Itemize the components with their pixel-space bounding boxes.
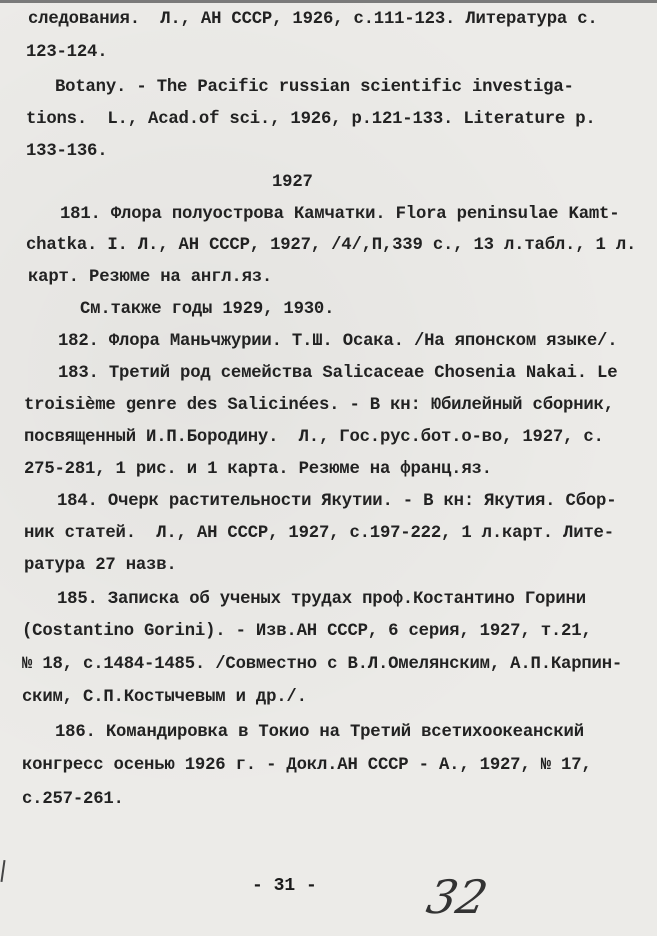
text-line: troisième genre des Salicinées. - В кн: Юбилейный сборник, [24, 396, 614, 415]
entry-182: 182. Флора Маньчжурии. Т.Ш. Осака. /На японском языке/. [58, 332, 618, 351]
page-number: - 31 - [252, 876, 317, 896]
text-line: с.257-261. [22, 790, 124, 809]
text-line: карт. Резюме на англ.яз. [28, 268, 273, 287]
entry-181: 181. Флора полуострова Камчатки. Flora peninsulae Kamt- [60, 205, 620, 224]
text-line: посвященный И.П.Бородину. Л., Гос.рус.бот.о-во, 1927, с. [24, 428, 604, 447]
text-line: ратура 27 назв. [24, 556, 177, 575]
text-line: 275-281, 1 рис. и 1 карта. Резюме на франц.яз. [24, 460, 492, 479]
text-line: ник статей. Л., АН СССР, 1927, с.197-222, 1 л.карт. Лите- [24, 524, 614, 543]
text-line: следования. Л., АН СССР, 1926, с.111-123. Литература с. [28, 10, 598, 29]
text-line: ским, С.П.Костычевым и др./. [22, 688, 307, 707]
text-line: tions. L., Acad.of sci., 1926, p.121-133. Literature p. [26, 110, 596, 129]
text-line: (Costantino Gorini). - Изв.АН СССР, 6 серия, 1927, т.21, [22, 622, 592, 641]
text-line: 133-136. [26, 142, 108, 161]
text-line: chatka. I. Л., АН СССР, 1927, /4/,П,339 с., 13 л.табл., 1 л. [26, 236, 637, 255]
margin-mark [0, 860, 5, 882]
see-also-line: См.также годы 1929, 1930. [80, 300, 335, 319]
entry-183: 183. Третий род семейства Salicaceae Chosenia Nakai. Le [58, 364, 618, 383]
entry-186: 186. Командировка в Токио на Третий всетихоокеанский [55, 723, 584, 742]
scan-edge [0, 0, 657, 3]
text-line: Botany. - The Pacific russian scientific investiga- [55, 78, 574, 97]
entry-184: 184. Очерк растительности Якутии. - В кн: Якутия. Сбор- [57, 492, 617, 511]
text-line: № 18, с.1484-1485. /Совместно с В.Л.Омелянским, А.П.Карпин- [22, 655, 623, 674]
year-heading: 1927 [272, 173, 313, 192]
entry-185: 185. Записка об ученых трудах проф.Костантино Горини [57, 590, 586, 609]
handwritten-page-number: 32 [422, 870, 493, 924]
text-line: конгресс осенью 1926 г. - Докл.АН СССР - А., 1927, № 17, [22, 756, 592, 775]
text-line: 123-124. [26, 43, 108, 62]
